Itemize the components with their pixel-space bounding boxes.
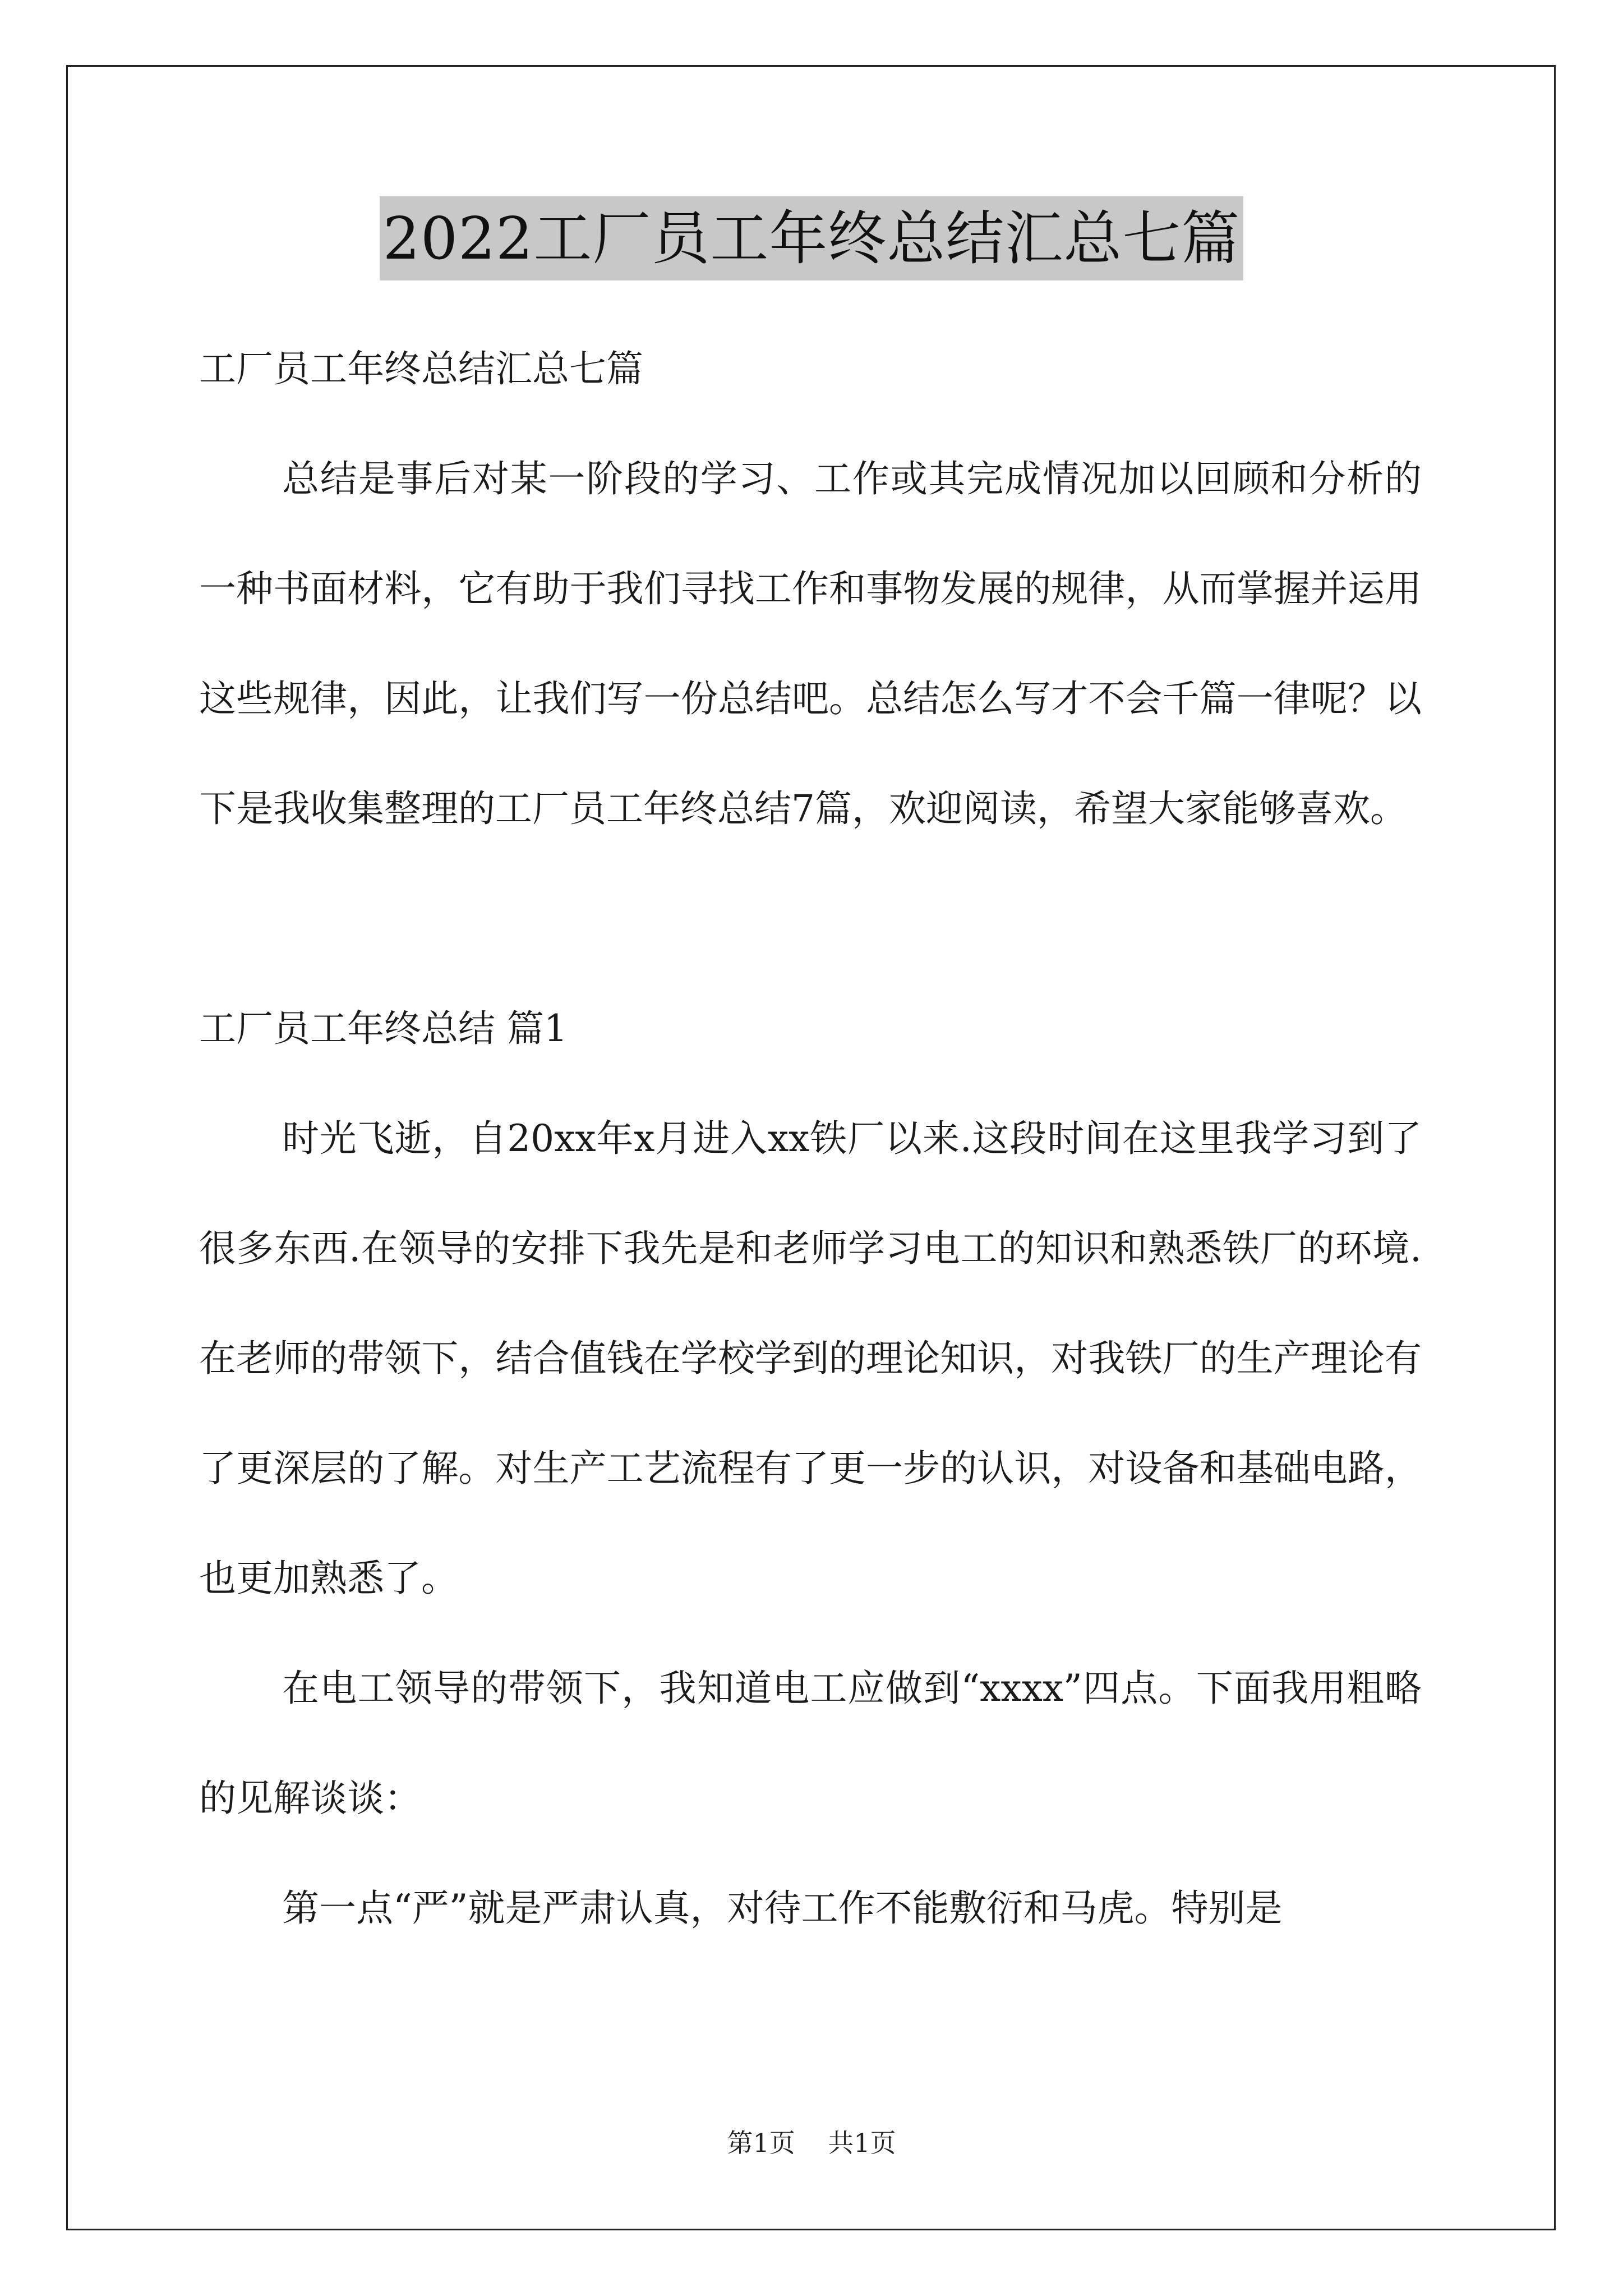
page-footer: 第1页 共1页 (727, 2128, 896, 2158)
body-paragraph-2: 在电工领导的带领下，我知道电工应做到“xxxx”四点。下面我用粗略的见解谈谈： (199, 1667, 1422, 1820)
paragraph-gap (199, 864, 1422, 974)
title-container (0, 196, 1623, 280)
section-heading: 工厂员工年终总结 篇1 (199, 1007, 568, 1050)
document-subtitle: 工厂员工年终总结汇总七篇 (199, 347, 643, 390)
intro-paragraph: 总结是事后对某一阶段的学习、工作或其完成情况加以回顾和分析的一种书面材料，它有助于我们寻找工作和事物发展的规律，从而掌握并运用这些规律，因此，让我们写一份总结吧。总结怎么写才不会千篇一律呢？以下是我收集整理的工厂员工年终总结7篇，欢迎阅读，希望大家能够喜欢。 (199, 457, 1422, 830)
body-paragraph-3: 第一点“严”就是严肃认真，对待工作不能敷衍和马虎。特别是 (282, 1887, 1283, 1930)
document-title: 2022工厂员工年终总结汇总七篇 (380, 196, 1244, 280)
document-body (199, 314, 1422, 1963)
body-paragraph-1: 时光飞逝，自20xx年x月进入xx铁厂以来.这段时间在这里我学习到了很多东西.在领导的安排下我先是和老师学习电工的知识和熟悉铁厂的环境.在老师的带领下，结合值钱在学校学到的理论知识，对我铁厂的生产理论有了更深层的了解。对生产工艺流程有了更一步的认识，对设备和基础电路，也更加熟悉了。 (199, 1117, 1422, 1600)
